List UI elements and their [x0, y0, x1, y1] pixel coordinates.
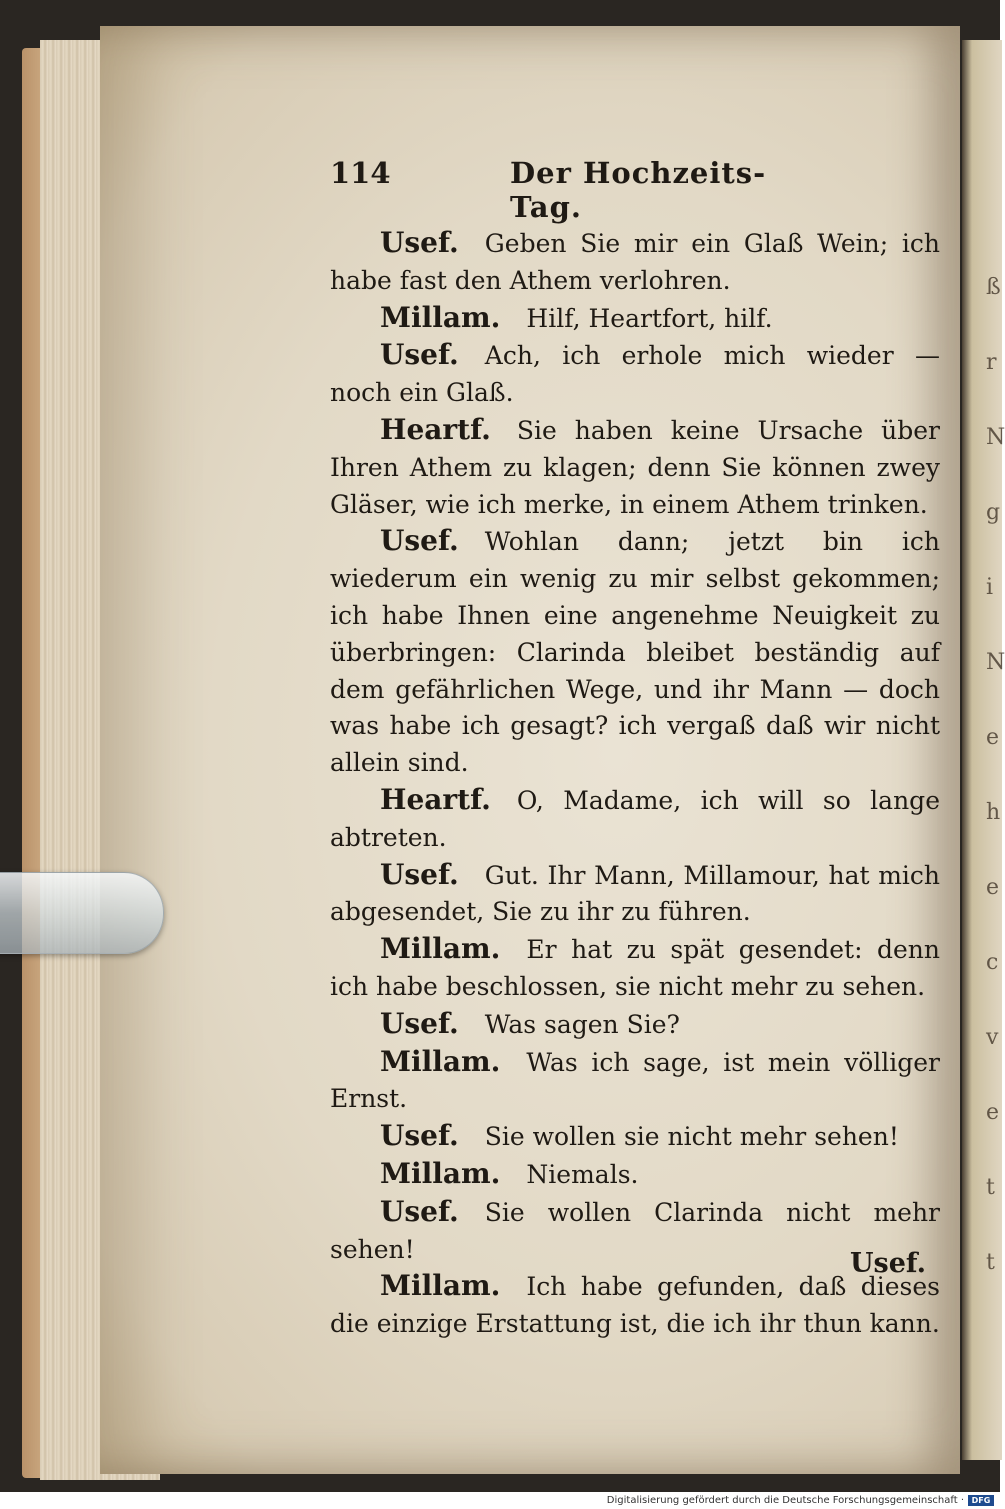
- speech-text: Gut. Ihr Mann, Millamour, hat mich abgesendet, Sie zu ihr zu führen.: [330, 860, 940, 927]
- facing-glyph: r: [986, 350, 997, 375]
- speech-text: O, Madame, ich will so lange abtreten.: [330, 785, 940, 852]
- speech: [330, 782, 940, 857]
- facing-glyph: g: [986, 500, 1001, 525]
- speaker-name: Usef.: [380, 338, 459, 372]
- speech: [330, 1006, 940, 1044]
- speech: [330, 1194, 940, 1269]
- speech: [330, 1268, 940, 1343]
- page-holder-clip: [0, 872, 164, 954]
- speech-text: Geben Sie mir ein Glaß Wein; ich habe fast den Athem verlohren.: [330, 229, 940, 295]
- speaker-name: Usef.: [380, 1194, 459, 1228]
- speech-text: Hilf, Heartfort, hilf.: [526, 303, 773, 333]
- speech: [330, 1118, 940, 1156]
- facing-glyph: N: [986, 650, 1005, 675]
- digitization-footer: [0, 1492, 1000, 1509]
- speaker-name: Usef.: [380, 524, 459, 558]
- dfg-logo: DFG: [968, 1495, 994, 1506]
- speaker-name: Heartf.: [380, 412, 491, 446]
- speech-text: Niemals.: [526, 1159, 639, 1189]
- speech: [330, 931, 940, 1006]
- speaker-name: Heartf.: [380, 782, 491, 816]
- facing-glyph: h: [986, 800, 1001, 825]
- speech-text: Was ich sage, ist mein völliger Ernst.: [330, 1047, 940, 1114]
- catchword: Usef.: [850, 1248, 926, 1279]
- funding-notice: Digitalisierung gefördert durch die Deutsche Forschungsgemeinschaft ·: [606, 1495, 964, 1506]
- speech-text: Sie wollen Clarinda nicht mehr sehen!: [330, 1197, 940, 1264]
- speaker-name: Usef.: [380, 1006, 459, 1040]
- speaker-name: Millam.: [380, 1044, 501, 1078]
- speech: [330, 225, 940, 300]
- speech-text: Sie wollen sie nicht mehr sehen!: [484, 1122, 899, 1152]
- facing-glyph: e: [986, 1100, 1000, 1125]
- speech: [330, 337, 940, 412]
- speech: [330, 1156, 940, 1194]
- facing-glyph: c: [986, 950, 999, 975]
- speech: [330, 412, 940, 523]
- running-head: Der Hochzeits-Tag.: [510, 156, 767, 224]
- speaker-name: Millam.: [380, 1269, 501, 1303]
- page-header: [330, 150, 800, 224]
- facing-glyph: i: [986, 575, 994, 600]
- speaker-name: Usef.: [380, 1119, 459, 1153]
- page-number: 114: [330, 156, 391, 190]
- speech-text: Ich habe gefunden, daß dieses die einzige Erstattung ist, die ich ihr thun kann.: [330, 1272, 940, 1339]
- speech: [330, 523, 940, 782]
- speaker-name: Usef.: [380, 226, 459, 259]
- facing-glyph: t: [986, 1175, 995, 1200]
- facing-glyph: e: [986, 875, 1000, 900]
- speech: [330, 1044, 940, 1119]
- facing-glyph: e: [986, 725, 1000, 750]
- speaker-name: Usef.: [380, 857, 459, 891]
- speaker-name: Millam.: [380, 932, 501, 966]
- facing-page-glyphs: [986, 250, 1005, 1300]
- speaker-name: Millam.: [380, 1156, 501, 1190]
- speech-text: Er hat zu spät gesendet: denn ich habe beschlossen, sie nicht mehr zu sehen.: [330, 935, 940, 1001]
- speech-text: Was sagen Sie?: [484, 1009, 680, 1039]
- facing-glyph: ß: [986, 275, 1001, 300]
- speech: [330, 300, 940, 338]
- speech-text: Sie haben keine Ursache über Ihren Athem zu klagen; denn Sie können zwey Gläser, wie ich merke, in einem Athem trinken.: [330, 415, 940, 519]
- speech-text: Wohlan dann; jetzt bin ich wiederum ein wenig zu mir selbst gekommen; ich habe Ihnen eine angenehme Neuigkeit zu überbringen: Clarinda bleibet beständig auf dem gefährlichen Wege, und ihr Mann — doch was habe ich gesagt? ich vergaß daß wir nicht allein sind.: [330, 527, 940, 778]
- dialogue: [330, 225, 940, 1343]
- facing-glyph: v: [986, 1025, 999, 1050]
- speech-text: Ach, ich erhole mich wieder — noch ein Glaß.: [330, 341, 940, 408]
- facing-glyph: t: [986, 1250, 995, 1275]
- speaker-name: Millam.: [380, 300, 501, 334]
- facing-glyph: N: [986, 425, 1005, 450]
- speech: [330, 857, 940, 932]
